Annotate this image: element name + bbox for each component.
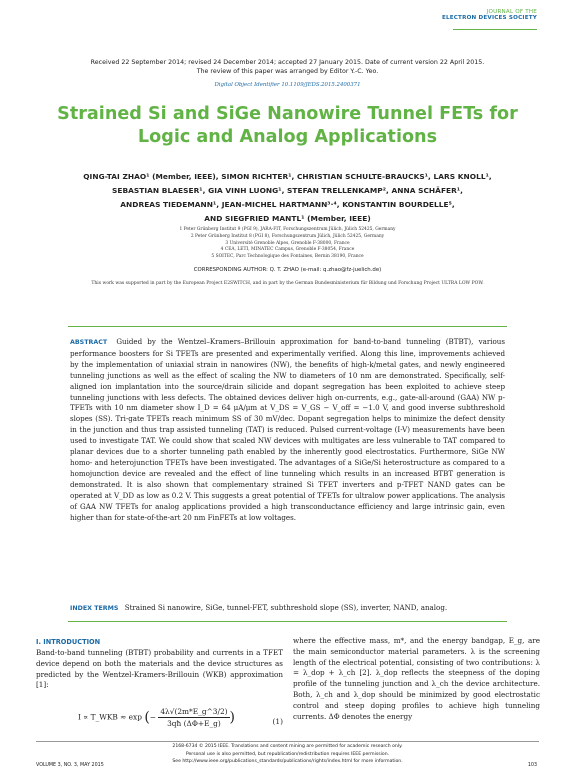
submission-dates	[30, 58, 545, 76]
journal-name-line1: JOURNAL OF THE	[486, 9, 537, 15]
abstract-label: ABSTRACT	[70, 339, 108, 346]
equation-numerator: 4λ√(2m*E_g^3/2)	[160, 707, 228, 716]
copyright-line: See http://www.ieee.org/publications_standards/publications/rights/index.html for more information.	[172, 759, 403, 765]
footer-rule	[36, 741, 539, 742]
copyright-notice	[140, 743, 435, 766]
intro-paragraph: Band-to-band tunneling (BTBT) probability and currents in a TFET device depend on both the materials and the device structures as predicted by the Wentzel-Kramers-Brillouin (WKB) approximation [1]:	[36, 648, 283, 690]
title-line1: Strained Si and SiGe Nanowire Tunnel FETs for	[57, 104, 518, 124]
equation-1	[36, 703, 283, 743]
equation-lhs: I ∝ T_WKB ≈ exp	[78, 712, 142, 722]
affiliation: 2 Peter Grünberg Institut 8 (PGI 8), Forschungszentrum Jülich, Jülich 52425, Germany	[190, 233, 385, 239]
paper-title	[20, 103, 555, 149]
author-line: ANDREAS TIEDEMANN¹, JEAN-MICHEL HARTMANN³·⁴, KONSTANTIN BOURDELLE⁵,	[120, 200, 455, 209]
right-column	[293, 636, 540, 722]
affiliation: 1 Peter Grünberg Institut 9 (PGI 9), JARA-FIT, Forschungszentrum Jülich, Jülich 52425, Germany	[179, 227, 396, 232]
volume-info: VOLUME 3, NO. 3, MAY 2015	[36, 763, 104, 768]
author-line: SEBASTIAN BLAESER¹, GIA VINH LUONG¹, STEFAN TRELLENKAMP², ANNA SCHÄFER¹,	[111, 186, 464, 195]
right-paragraph: where the effective mass, m*, and the energy bandgap, E_g, are the main semiconductor material parameters. λ is the screening length of the electrical potential, consisting of two contributions: λ = λ_dop + λ_ch [2]. λ_dop reflects the steepness of the doping profile of the tunneling junction and λ_ch the device architecture. Both, λ_ch and λ_dop should be minimized by good electrostatic control and steep doping profiles to achieve high tunneling currents. ΔΦ denotes the energy	[293, 636, 540, 721]
copyright-line: 2168-6734 © 2015 IEEE. Translations and content mining are permitted for academic research only.	[172, 744, 403, 749]
page-number: 103	[527, 763, 537, 768]
index-terms-label: INDEX TERMS	[70, 605, 119, 612]
index-terms-text: Strained Si nanowire, SiGe, tunnel-FET, subthreshold slope (SS), inverter, NAND, analog.	[124, 603, 448, 612]
equation-denominator: 3qħ (ΔΦ+E_g)	[167, 719, 221, 728]
journal-header-rule	[453, 29, 537, 30]
author-list	[40, 170, 535, 226]
abstract-text: Guided by the Wentzel–Kramers–Brillouin approximation for band-to-band tunneling (BTBT), various performance boosters for Si TFETs are presented and experimentally verified. Along this line, improvements achieved by the implementation of uniaxial strain in nanowires (NW), the benefits of high-k/metal gates, and newly engineered tunneling junctions as well as the effect of scaling the NW to diameters of 10 nm are demonstrated. Specifically, self-aligned ion implantation into the source/drain silicide and dopant segregation has been exploited to achieve steep tunneling junctions with less defects. The obtained devices deliver high on-currents, e.g., gate-all-around (GAA) NW p-TFETs with 10 nm diameter show I_D = 64 μA/μm at V_DS = V_GS − V_off = −1.0 V, and good inverse subthreshold slopes (SS). Tri-gate TFETs reach minimum SS of 30 mV/dec. Dopant segregation helps to minimize the defect density in the junction and thus trap assisted tunneling (TAT) is reduced. Pulsed current-voltage (I-V) measurements have been used to investigate TAT. We could show that scaled NW devices with multigates are less vulnerable to TAT compared to planar devices due to a shorter tunneling path enabled by the inherently good electrostatics. Furthermore, SiGe NW homo- and heterojunction TFETs have been investigated. The advantages of a SiGe/Si heterostructure as compared to a homojunction device are revealed and the effect of line tunneling which results in an increased BTBT generation is demonstrated. It is also shown that complementary strained Si TFET inverters and p-TFET NAND gates can be operated at V_DD as low as 0.2 V. This suggests a great potential of TFETs for ultralow power applications. The analysis of GAA NW TFETs for analog applications provided a high transconductance efficiency and large intrinsic gain, even higher than for state-of-the-art 20 nm FinFETs at low voltages.	[70, 337, 505, 522]
left-column	[36, 638, 283, 691]
abstract	[70, 337, 505, 523]
index-terms	[70, 603, 505, 614]
title-line2: Logic and Analog Applications	[137, 127, 438, 147]
editor-line: The review of this paper was arranged by Editor Y.-C. Yeo.	[196, 68, 379, 75]
abstract-top-rule	[68, 326, 507, 327]
copyright-line: Personal use is also permitted, but republication/redistribution requires IEEE permission.	[185, 751, 390, 757]
index-terms-rule	[68, 621, 507, 622]
affiliation: 5 SOITEC, Parc Technologique des Fontaines, Bernin 38190, France	[211, 254, 364, 260]
affiliations	[40, 227, 535, 261]
corresponding-author: CORRESPONDING AUTHOR: Q. T. ZHAO (e-mail: q.zhao@fz-juelich.de)	[193, 267, 382, 273]
funding-note: This work was supported in part by the European Project E2SWITCH, and in part by the German Bundesministerium für Bildung und Forschung Project ULTRA LOW POW.	[91, 281, 484, 286]
author-line: QING-TAI ZHAO¹ (Member, IEEE), SIMON RICHTER¹, CHRISTIAN SCHULTE-BRAUCKS¹, LARS KNOLL¹,	[83, 172, 492, 181]
equation-fraction	[158, 707, 229, 728]
equation-number: (1)	[272, 717, 283, 726]
journal-name-line2: ELECTRON DEVICES SOCIETY	[441, 15, 537, 21]
author-line: AND SIEGFRIED MANTL¹ (Member, IEEE)	[204, 214, 371, 223]
journal-header	[442, 9, 537, 21]
affiliation: 3 Université Grenoble Alpes, Grenoble F-38000, France	[225, 240, 350, 246]
affiliation: 4 CEA, LETI, MINATEC Campus, Grenoble F-38054, France	[220, 247, 355, 253]
equation-formula: I ∝ T_WKB ≈ exp (− $\frac{4\lambda√(2m*E\_g\^{}3/2)}{3qħ (\Delta\Phi+E\_g)}$ )	[78, 707, 236, 728]
dates-line: Received 22 September 2014; revised 24 December 2014; accepted 27 January 2015. Date of current version 22 April 2015.	[90, 59, 485, 66]
doi: Digital Object Identifier 10.1109/JEDS.2015.2400371	[214, 82, 361, 88]
section-heading: I. INTRODUCTION	[36, 638, 101, 646]
